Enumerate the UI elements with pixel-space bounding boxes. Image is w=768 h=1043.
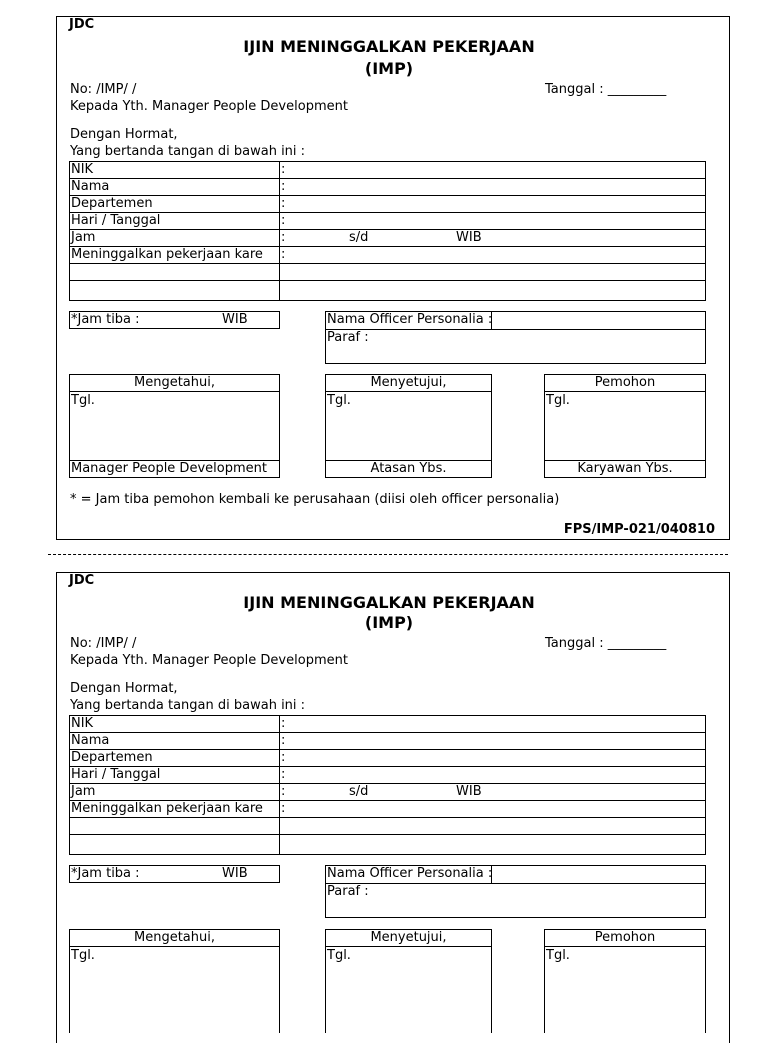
signature-pemohon[interactable] [544,929,706,1033]
row-nik [70,162,705,179]
signature-mengetahui[interactable] [69,929,280,1033]
field-hari-tanggal[interactable]: : [281,213,286,228]
form-title: IJIN MENINGGALKAN PEKERJAAN [243,593,535,612]
jam-tiba-box[interactable] [69,311,280,329]
addressee: Kepada Yth. Manager People Development [70,99,348,114]
field-departemen[interactable]: : [281,750,286,765]
sig-date: Tgl. [327,948,351,963]
row-departemen [70,750,705,767]
signature-pemohon[interactable] [544,374,706,478]
sig-date: Tgl. [327,393,351,408]
signature-menyetujui[interactable] [325,929,492,1033]
company-code: JDC [69,573,95,588]
form-title: IJIN MENINGGALKAN PEKERJAAN [243,37,535,56]
label-departemen: Departemen [71,750,153,765]
label-alasan: Meninggalkan pekerjaan kare [71,801,263,816]
officer-row [326,866,705,884]
sig-foot-manager: Manager People Development [70,460,279,477]
row-alasan [70,801,705,818]
row-blank[interactable] [70,818,705,835]
field-nik[interactable]: : [281,162,286,177]
cut-line [48,554,728,555]
sig-foot-karyawan: Karyawan Ybs. [545,460,705,477]
jam-tiba-wib: WIB [222,312,248,327]
officer-row [326,312,705,330]
jam-tiba-label: *Jam tiba : [71,312,140,327]
employee-info-table [69,715,706,855]
wib-label: WIB [456,784,482,799]
jam-tiba-label: *Jam tiba : [71,866,140,881]
intro-text: Yang bertanda tangan di bawah ini : [70,144,306,159]
field-alasan[interactable]: : [281,247,286,262]
row-nama [70,179,705,196]
officer-divider [491,866,492,883]
row-blank[interactable] [70,835,705,854]
row-blank[interactable] [70,281,705,300]
sig-date: Tgl. [71,948,95,963]
paraf-label: Paraf : [327,884,369,899]
label-nama: Nama [71,179,110,194]
jam-tiba-box[interactable] [69,865,280,883]
label-nik: NIK [71,162,94,177]
officer-box[interactable] [325,865,706,918]
addressee: Kepada Yth. Manager People Development [70,653,348,668]
row-alasan [70,247,705,264]
field-nama[interactable]: : [281,733,286,748]
row-jam [70,230,705,247]
sig-head-mengetahui: Mengetahui, [70,375,279,392]
row-blank[interactable] [70,264,705,281]
row-jam [70,784,705,801]
row-nama [70,733,705,750]
field-departemen[interactable]: : [281,196,286,211]
officer-box[interactable] [325,311,706,364]
paraf-label: Paraf : [327,330,369,345]
form-code: FPS/IMP-021/040810 [563,522,715,537]
row-hari-tanggal [70,767,705,784]
sig-head-mengetahui: Mengetahui, [70,930,279,947]
form-subtitle: (IMP) [364,613,414,632]
label-departemen: Departemen [71,196,153,211]
until-label: s/d [349,784,369,799]
sig-head-pemohon: Pemohon [545,375,705,392]
label-alasan: Meninggalkan pekerjaan kare [71,247,263,262]
signature-mengetahui[interactable] [69,374,280,478]
date-line: Tanggal : _________ [545,636,667,651]
form-number: No: /IMP/ / [70,636,137,651]
company-code: JDC [69,17,95,32]
date-line: Tanggal : _________ [545,82,667,97]
label-jam: Jam [71,784,96,799]
form-number: No: /IMP/ / [70,82,137,97]
label-jam: Jam [71,230,96,245]
field-jam[interactable]: : [281,230,286,245]
employee-info-table [69,161,706,301]
sig-head-pemohon: Pemohon [545,930,705,947]
sig-foot-atasan: Atasan Ybs. [326,460,491,477]
field-nik[interactable]: : [281,716,286,731]
row-hari-tanggal [70,213,705,230]
intro-text: Yang bertanda tangan di bawah ini : [70,698,306,713]
label-nama: Nama [71,733,110,748]
permit-form-1 [56,16,730,540]
row-departemen [70,196,705,213]
officer-label: Nama Officer Personalia : [327,866,493,881]
label-hari-tanggal: Hari / Tanggal [71,213,161,228]
sig-head-menyetujui: Menyetujui, [326,375,491,392]
greeting: Dengan Hormat, [70,681,178,696]
field-jam[interactable]: : [281,784,286,799]
wib-label: WIB [456,230,482,245]
permit-form-2 [56,572,730,1043]
greeting: Dengan Hormat, [70,127,178,142]
field-nama[interactable]: : [281,179,286,194]
until-label: s/d [349,230,369,245]
form-subtitle: (IMP) [364,59,414,78]
label-nik: NIK [71,716,94,731]
field-hari-tanggal[interactable]: : [281,767,286,782]
footnote: * = Jam tiba pemohon kembali ke perusahaan (diisi oleh officer personalia) [70,492,560,507]
sig-date: Tgl. [71,393,95,408]
label-hari-tanggal: Hari / Tanggal [71,767,161,782]
sig-date: Tgl. [546,948,570,963]
officer-divider [491,312,492,329]
jam-tiba-wib: WIB [222,866,248,881]
sig-date: Tgl. [546,393,570,408]
sig-head-menyetujui: Menyetujui, [326,930,491,947]
field-alasan[interactable]: : [281,801,286,816]
signature-menyetujui[interactable] [325,374,492,478]
row-nik [70,716,705,733]
officer-label: Nama Officer Personalia : [327,312,493,327]
